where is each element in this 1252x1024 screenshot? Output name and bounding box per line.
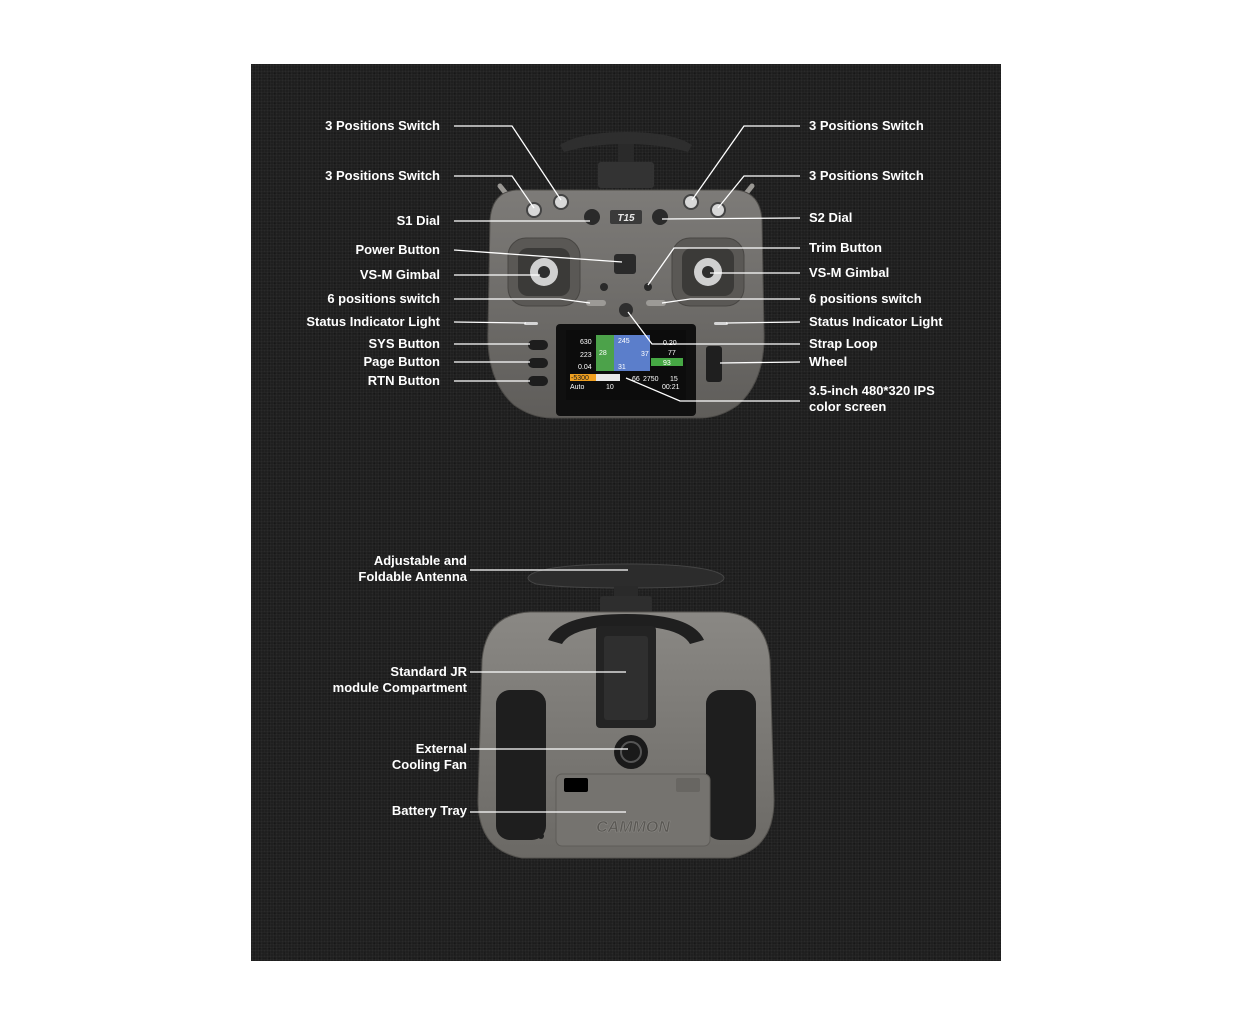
label-antenna-line-1: Adjustable and [373, 553, 467, 568]
brand-badge: T15 [617, 213, 635, 224]
label-6pos-switch-left: 6 positions switch [327, 291, 440, 306]
antenna-paddle [528, 564, 724, 588]
label-power-button: Power Button [355, 242, 440, 257]
screen-value-center-3: 31 [618, 364, 626, 371]
label-jr-module-line-1: Standard JR [390, 664, 467, 679]
antenna-mount [600, 596, 652, 614]
screen-value-left-2: 223 [580, 352, 592, 359]
label-status-light-right: Status Indicator Light [809, 314, 943, 329]
label-6pos-switch-right: 6 positions switch [809, 291, 922, 306]
label-3pos-switch-right-2: 3 Positions Switch [809, 168, 924, 183]
label-wheel: Wheel [809, 354, 848, 369]
label-status-light-left: Status Indicator Light [306, 314, 440, 329]
left-gimbal [508, 238, 580, 306]
jr-module [604, 636, 648, 720]
label-vsm-gimbal-left: VS-M Gimbal [359, 267, 440, 282]
label-trim-button: Trim Button [809, 240, 882, 255]
label-strap-loop: Strap Loop [809, 336, 878, 351]
screen-value-center-6: 2750 [643, 376, 659, 383]
sys-button [528, 340, 548, 350]
rear-brand-text: CAMMON [596, 819, 670, 836]
screen-mode-value: 10 [606, 384, 614, 391]
trim-button-left [600, 283, 608, 291]
label-3pos-switch-right-1: 3 Positions Switch [809, 118, 924, 133]
label-screen-line-1: 3.5-inch 480*320 IPS [809, 383, 935, 398]
right-inner-switch [684, 195, 698, 209]
s2-dial [652, 209, 668, 225]
right-outer-switch [711, 203, 725, 217]
rear-screw-left [538, 833, 544, 839]
label-jr-module-line-2: module Compartment [332, 680, 467, 695]
label-antenna-line-2: Foldable Antenna [358, 569, 467, 584]
front-handle-mount [598, 162, 654, 188]
screen-value-right-4: 15 [670, 376, 678, 383]
back-transmitter [478, 564, 774, 858]
label-vsm-gimbal-right: VS-M Gimbal [809, 265, 890, 280]
label-s1-dial: S1 Dial [396, 213, 440, 228]
screen-value-center-4: 37 [641, 351, 649, 358]
screen-value-left-3: 0.04 [578, 364, 592, 371]
label-battery-tray: Battery Tray [391, 803, 467, 818]
left-grip [496, 690, 546, 840]
screen-white-bar [596, 374, 620, 381]
label-s2-dial: S2 Dial [809, 210, 853, 225]
status-light-right [714, 322, 728, 325]
screen-value-right-1: 0.20 [663, 340, 677, 347]
label-rtn-button: RTN Button [367, 373, 440, 388]
left-outer-switch [527, 203, 541, 217]
screen-value-center-1: 245 [618, 338, 630, 345]
label-page-button: Page Button [363, 354, 440, 369]
screen-highlight-value: -5300 [571, 375, 589, 382]
scroll-wheel [706, 346, 722, 382]
battery-tray-latch-left [564, 778, 588, 792]
screen-value-right-5: 00:21 [662, 384, 680, 391]
label-fan-line-2: Cooling Fan [391, 757, 467, 772]
label-fan-line-1: External [415, 741, 467, 756]
rtn-button [528, 376, 548, 386]
screen-value-left-1: 630 [580, 339, 592, 346]
power-button [614, 254, 636, 274]
right-grip [706, 690, 756, 840]
screen-value-right-3: 93 [663, 360, 671, 367]
status-light-left [524, 322, 538, 325]
screen-value-center-2: 28 [599, 350, 607, 357]
s1-dial [584, 209, 600, 225]
screen-value-center-5: 66 [632, 376, 640, 383]
label-screen-line-2: color screen [809, 399, 887, 414]
cooling-fan [614, 735, 648, 769]
rear-screw-right [721, 833, 727, 839]
left-inner-switch [554, 195, 568, 209]
label-3pos-switch-left-1: 3 Positions Switch [325, 118, 440, 133]
page-button [528, 358, 548, 368]
screen-mode: Auto [570, 384, 585, 391]
label-sys-button: SYS Button [368, 336, 440, 351]
screen-value-right-2: 77 [668, 350, 676, 357]
label-3pos-switch-left-2: 3 Positions Switch [325, 168, 440, 183]
battery-tray-latch-right [676, 778, 700, 792]
